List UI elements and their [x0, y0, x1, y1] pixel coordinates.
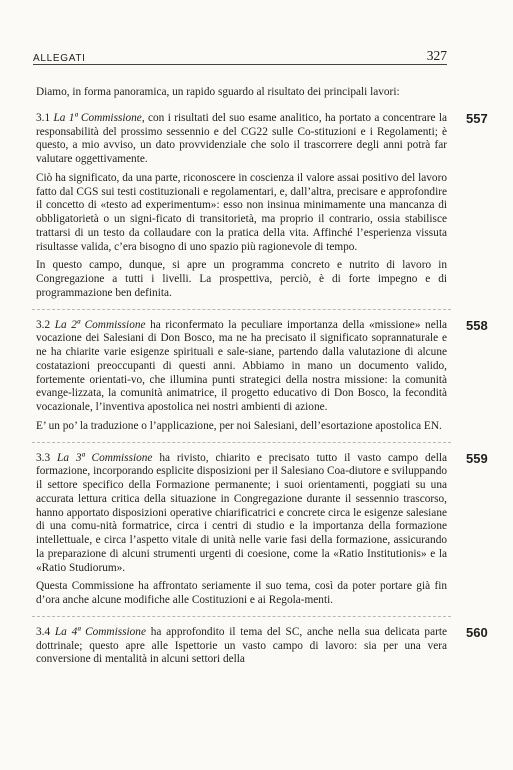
running-head	[33, 48, 447, 64]
section-3-4	[36, 624, 488, 667]
commission-title: La 2ª Commissione	[54, 318, 146, 331]
section-paragraph: In questo campo, dunque, si apre un programma concreto e nutrito di lavoro in Congregazione a tutti i livelli. La prospettiva, perciò, è di forte impegno e di programmazione ben definita.	[36, 259, 447, 299]
section-paragraph	[36, 452, 447, 576]
section-3-2	[36, 317, 488, 434]
margin-number: 559	[466, 450, 488, 466]
commission-title: La 3ª Commissione	[57, 451, 153, 464]
section-separator	[32, 309, 451, 310]
margin-number: 557	[466, 110, 488, 126]
section-number: 3.2	[36, 318, 51, 331]
section-separator	[32, 442, 451, 443]
margin-number: 560	[466, 624, 488, 640]
intro-paragraph: Diamo, in forma panoramica, un rapido sguardo al risultato dei principali lavori:	[36, 86, 400, 98]
page-number: 327	[426, 48, 447, 63]
section-paragraph	[36, 319, 447, 415]
section-separator	[32, 616, 451, 617]
paragraph-text: ha rivisto, chiarito e precisato tutto il vasto campo della formazione, incorporando esplicite disposizioni per il Salesiano Coa-diutore e sviluppando il settore specifico della Formazione permanente; i suoi orientamenti, poggiati su una accurata lettura critica della situazione in Congregazione durante il sessennio trascorso, hanno apportato disposizioni operative chiarificatrici e concrete circa le esigenze salesiane di una comu-nità formatrice, circa i centri di studio e la importanza della formazione intellettuale, e circa l’aspetto vitale di unità nelle varie fasi della formazione, assicurando la preparazione di alcuni strumenti urgenti di coesione, come la «Ratio Institutionis» e la «Ratio Studiorum».	[36, 451, 447, 574]
paragraph-text: ha approfondito il tema del SC, anche nella sua delicata parte dottrinale; questo apre alle Ispettorie un vasto campo di lavoro: sia per una vera conversione di mentalità in alcuni settori della	[36, 625, 448, 666]
section-3-1	[36, 110, 488, 301]
commission-title: La 1ª Commissione	[53, 111, 142, 124]
paragraph-text: , con i risultati del suo esame analitico, ha portato a concentrare la responsabilità del prossimo sessennio e del CG22 sulle Co-stituzioni e i Regolamenti; è questo, a mio avviso, un dato provvidenziale che solo il trascorrere degli anni potrà far valutare oggettivamente.	[36, 111, 448, 165]
document-body	[36, 86, 488, 672]
header-rule	[33, 64, 447, 65]
section-paragraph: E’ un po’ la traduzione o l’applicazione, per noi Salesiani, dell’esortazione apostolica EN.	[36, 419, 442, 432]
commission-title: La 4ª Commissione	[54, 625, 146, 638]
paragraph-text: ha riconfermato la peculiare importanza della «missione» nella vocazione dei Salesiani di Don Bosco, ma ne ha precisato il significato soprannaturale e ne ha chiarite varie esigenze spirituali e sale-siane, partendo dalla valutazione di alcune costatazioni preoccupanti di questi anni. Abbiamo in mano un documento valido, fortemente orientati-vo, che illumina punti strategici della nostra missione: la comunità evange-lizzata, la comunità animatrice, il progetto educativo di Don Bosco, la fecondità vocazionale, l’inventiva apostolica nei nostri ambienti di azione.	[36, 318, 448, 413]
section-paragraph	[36, 626, 447, 667]
margin-number: 558	[466, 317, 488, 333]
section-number: 3.3	[36, 451, 51, 464]
section-paragraph: Questa Commissione ha affrontato seriamente il suo tema, così da poter portare già fin d’ora anche alcune modifiche alle Costituzioni e ai Regola-menti.	[36, 580, 447, 606]
running-head-title: ALLEGATI	[33, 53, 86, 64]
section-paragraph	[36, 112, 447, 167]
section-paragraph: Ciò ha significato, da una parte, riconoscere in coscienza il valore assai positivo del lavoro fatto dal CGS sui testi costituzionali e regolamentari, e, dall’altra, precisare e approfondire il concetto di «testo ad experimentum»: esso non insinua minimamente una mancanza di obbligatorietà o un signi-ficato di transitorietà, ma proprio il contrario, ossia stabilisce trattarsi di un testo da collaudare con la pratica della vita. Affinché l’esperienza vissuta risultasse valida, c’era bisogno di uno spazio più ragionevole di tempo.	[36, 171, 447, 253]
section-number: 3.1	[36, 111, 51, 124]
section-number: 3.4	[36, 625, 51, 638]
section-3-3	[36, 450, 488, 608]
